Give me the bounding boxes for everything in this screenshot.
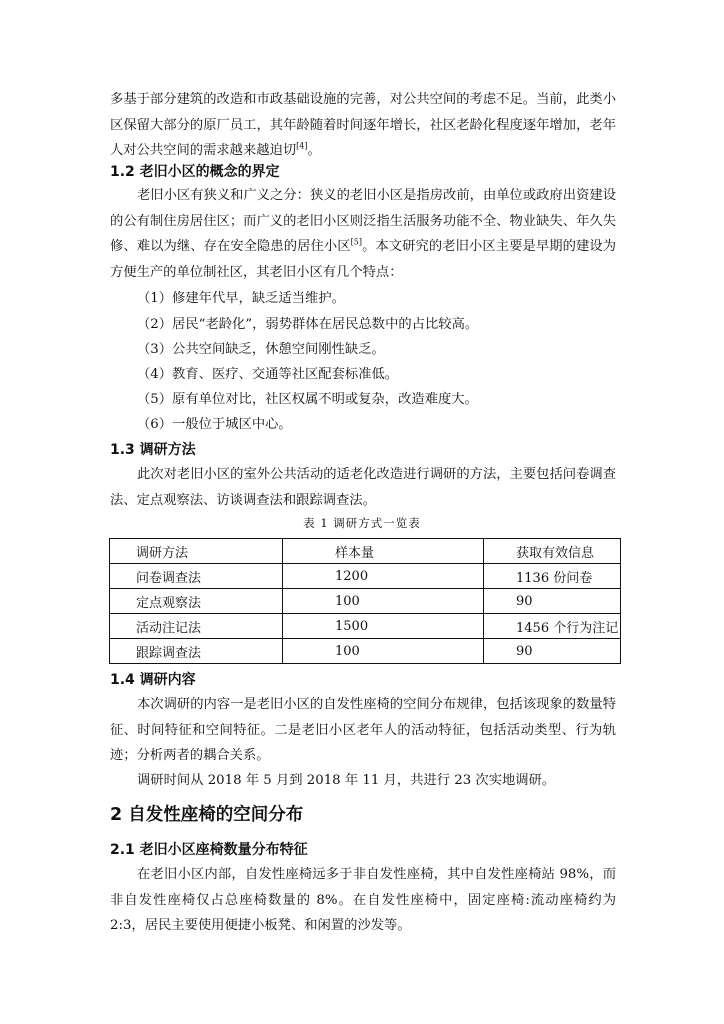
list-item: （2）居民“老龄化”，弱势群体在居民总数中的占比较高。 xyxy=(137,317,479,332)
table-cell: 1456 个行为注记 xyxy=(484,614,621,639)
table-row xyxy=(110,639,621,664)
paragraph-1-4-content: 本次调研的内容一是老旧小区的自发性座椅的空间分布规律，包括该现象的数量特征、时间特征和空间特征。二是老旧小区老年人的活动特征，包括活动类型、行为轨迹；分析两者的耦合关系。 xyxy=(110,697,616,763)
list-item: （1）修建年代早，缺乏适当维护。 xyxy=(137,291,345,306)
paragraph-1-2: 老旧小区有狭义和广义之分：狭义的老旧小区是指房改前，由单位或政府出资建设的公有制住房居住区；而广义的老旧小区则泛指生活服务功能不全、物业缺失、年久失修、难以为继、存在安全隐患的居住小区[5]。本文研究的老旧小区主要是早期的建设为方便生产的单位制社区，其老旧小区有几个特点： xyxy=(110,188,617,280)
survey-methods-table xyxy=(109,538,621,664)
heading-1-2: 1.2 老旧小区的概念的界定 xyxy=(110,164,280,180)
table-caption: 表 1 调研方式一览表 xyxy=(303,516,421,530)
table-row xyxy=(110,614,621,639)
table-cell: 活动注记法 xyxy=(110,614,283,639)
list-item: （3）公共空间缺乏，休憩空间刚性缺乏。 xyxy=(137,342,385,357)
heading-2-1: 2.1 老旧小区座椅数量分布特征 xyxy=(110,842,308,858)
intro-paragraph: 多基于部分建筑的改造和市政基础设施的完善，对公共空间的考虑不足。当前，此类小区保留大部分的原厂员工，其年龄随着时间逐年增长，社区老龄化程度逐年增加，老年人对公共空间的需求越来越迫切[4]。 xyxy=(110,92,616,158)
table-cell: 1200 xyxy=(283,564,484,589)
table-cell: 定点观察法 xyxy=(110,589,283,614)
heading-1-3: 1.3 调研方法 xyxy=(110,442,196,458)
table-row xyxy=(110,564,621,589)
list-item: （4）教育、医疗、交通等社区配套标准低。 xyxy=(137,367,399,382)
table-cell: 90 xyxy=(484,639,621,664)
list-item: （5）原有单位对比，社区权属不明或复杂，改造难度大。 xyxy=(137,392,478,407)
table-cell: 100 xyxy=(283,589,484,614)
table-cell: 100 xyxy=(283,639,484,664)
heading-1-4: 1.4 调研内容 xyxy=(110,672,196,688)
heading-2: 2 自发性座椅的空间分布 xyxy=(110,805,304,825)
table-header-row xyxy=(110,539,621,564)
table-cell: 问卷调查法 xyxy=(110,564,283,589)
table-cell: 1500 xyxy=(283,614,484,639)
table-cell: 1136 份问卷 xyxy=(484,564,621,589)
paragraph-1-3: 此次对老旧小区的室外公共活动的适老化改造进行调研的方法，主要包括问卷调查法、定点观察法、访谈调查法和跟踪调查法。 xyxy=(110,467,616,508)
paragraph-2-1: 在老旧小区内部，自发性座椅远多于非自发性座椅，其中自发性座椅站 98%，而非自发性座椅仅占总座椅数量的 8%。在自发性座椅中，固定座椅:流动座椅约为 2:3，居民主要使用便捷小板凳、和闲置的沙发等。 xyxy=(110,867,616,933)
table-cell: 90 xyxy=(484,589,621,614)
paragraph-1-4-time: 调研时间从 2018 年 5 月到 2018 年 11 月，共进行 23 次实地调研。 xyxy=(137,773,556,788)
table-cell: 跟踪调查法 xyxy=(110,639,283,664)
column-header: 调研方法 xyxy=(110,539,283,564)
list-item: （6）一般位于城区中心。 xyxy=(137,417,292,432)
column-header: 样本量 xyxy=(283,539,484,564)
table-row xyxy=(110,589,621,614)
column-header: 获取有效信息 xyxy=(484,539,621,564)
citation-5: [5] xyxy=(350,237,362,247)
citation-4: [4] xyxy=(296,141,308,151)
